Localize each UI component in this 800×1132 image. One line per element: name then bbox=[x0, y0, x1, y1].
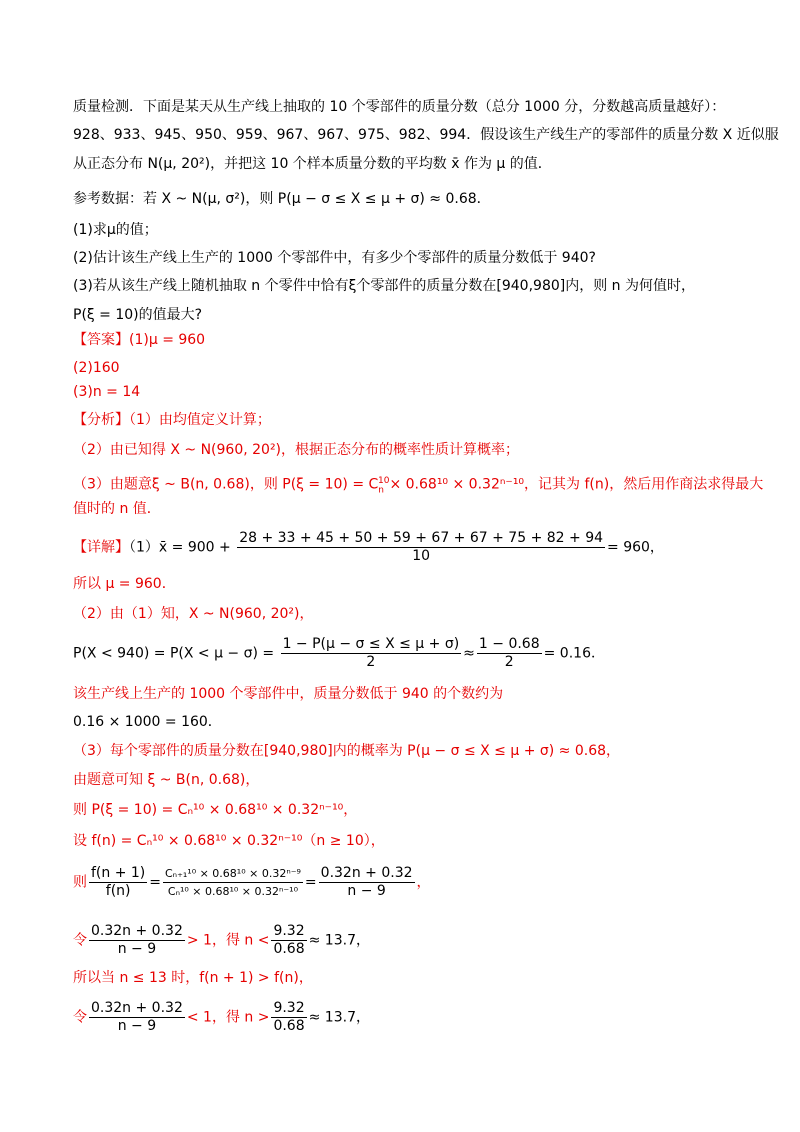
mean-numerator: 28 + 33 + 45 + 50 + 59 + 67 + 67 + 75 + 82 + 94 bbox=[239, 530, 604, 546]
answer-3: (3)n = 14 bbox=[73, 384, 141, 400]
analysis-label: 【分析】 bbox=[73, 412, 129, 428]
ineq2-prefix: 令 bbox=[73, 1009, 87, 1026]
ratio-fraction-1 bbox=[89, 865, 147, 900]
ratio-num-2: Cₙ₊₁¹⁰ × 0.68¹⁰ × 0.32ⁿ⁻⁹ bbox=[163, 865, 303, 883]
ineq1-den: n − 9 bbox=[117, 941, 157, 957]
ratio-den-1: f(n) bbox=[105, 883, 131, 899]
detail-line-1 bbox=[73, 530, 664, 565]
mean-fraction bbox=[237, 530, 605, 565]
ratio-prefix: 则 bbox=[73, 874, 87, 891]
ineq2-fraction bbox=[89, 1000, 185, 1035]
mean-denominator: 10 bbox=[412, 548, 431, 564]
mean-result: = 960， bbox=[607, 539, 664, 556]
analysis-line-4: 值时的 n 值． bbox=[73, 501, 161, 517]
detail-line-2: 所以 μ = 960． bbox=[73, 576, 176, 592]
detail-line-5: 该生产线上生产的 1000 个零部件中，质量分数低于 940 的个数约为 bbox=[73, 686, 504, 702]
analysis-text-1: （1）由均值定义计算； bbox=[129, 412, 271, 428]
answer-line-1 bbox=[73, 330, 205, 350]
ratio-fraction-2 bbox=[163, 865, 303, 900]
answer-2: (2)160 bbox=[73, 360, 120, 376]
question-1: (1)求μ的值； bbox=[73, 222, 158, 238]
prob-fraction-1 bbox=[281, 636, 462, 671]
ineq2-num-2: 9.32 bbox=[273, 1000, 305, 1016]
ineq1-prefix: 令 bbox=[73, 932, 87, 949]
question-2: (2)估计该生产线上生产的 1000 个零部件中，有多少个零部件的质量分数低于 940? bbox=[73, 250, 596, 266]
detail-line-6: 0.16 × 1000 = 160． bbox=[73, 714, 222, 730]
prob-result: = 0.16． bbox=[543, 645, 605, 662]
problem-line-3: 从正态分布 N(μ, 20²)，并把这 10 个样本质量分数的平均数 x̄ 作为 μ 的值． bbox=[73, 156, 552, 172]
ineq2-den: n − 9 bbox=[117, 1018, 157, 1034]
ratio-fraction-3 bbox=[319, 865, 415, 900]
ineq2-num: 0.32n + 0.32 bbox=[91, 1000, 183, 1016]
detail-label: 【详解】 bbox=[73, 539, 129, 556]
answer-label: 【答案】 bbox=[73, 332, 129, 348]
analysis-line-2: （2）由已知得 X ~ N(960, 20²)，根据正态分布的概率性质计算概率； bbox=[73, 442, 520, 458]
analysis-line-3: （3）由题意ξ ~ B(n, 0.68)，则 $P(\xi = 10) = C_n^{10}\times 0.68^{10} \times 0.32^{n-10}$，记其为 f(n)，然后用作商法求得最大 bbox=[73, 476, 764, 496]
ineq1-mid: > 1，得 n < bbox=[186, 932, 270, 949]
answer-1: (1)μ = 960 bbox=[129, 332, 206, 348]
detail-line-9: 则 P(ξ = 10) = Cₙ¹⁰ × 0.68¹⁰ × 0.32ⁿ⁻¹⁰， bbox=[73, 802, 358, 818]
detail-line-11: 则 $\frac{f(n + 1)}{f(n)}$ = $\frac{\text{Cₙ₊₁¹⁰ × 0.68¹⁰ × 0.32ⁿ⁻⁹}}{\text{Cₙ¹⁰ × 0.68¹⁰ × 0.32ⁿ⁻¹⁰}}$ = $\frac{0.32n + 0.32}{n - 9}$ ， bbox=[73, 865, 431, 899]
ineq2-mid: < 1，得 n > bbox=[186, 1009, 270, 1026]
ineq2-suffix: ≈ 13.7， bbox=[308, 1009, 370, 1026]
prob-fraction-2 bbox=[477, 636, 542, 671]
ratio-num-3: 0.32n + 0.32 bbox=[320, 865, 413, 881]
ratio-den-2: Cₙ¹⁰ × 0.68¹⁰ × 0.32ⁿ⁻¹⁰ bbox=[167, 885, 299, 898]
analysis-text-3b: × 0.68¹⁰ × 0.32ⁿ⁻¹⁰，记其为 f(n)，然后用作商法求得最大 bbox=[389, 476, 764, 493]
question-3b: P(ξ = 10)的值最大? bbox=[73, 307, 203, 323]
ineq1-suffix: ≈ 13.7， bbox=[308, 932, 370, 949]
prob-num-1: 1 − P(μ − σ ≤ X ≤ μ + σ) bbox=[282, 636, 460, 652]
prob-den-1: 2 bbox=[366, 654, 376, 670]
detail-line-4 bbox=[73, 636, 605, 671]
mean-expression: （1）x̄ = 900 + bbox=[129, 539, 236, 556]
ratio-suffix: ， bbox=[416, 874, 431, 891]
ineq1-den-2: 0.68 bbox=[273, 941, 305, 957]
detail-line-3: （2）由（1）知，X ~ N(960, 20²)， bbox=[73, 606, 314, 622]
detail-line-14 bbox=[73, 1000, 370, 1035]
problem-line-1: 质量检测．下面是某天从生产线上抽取的 10 个零部件的质量分数（总分 1000 分，分数越高质量越好）： bbox=[73, 99, 726, 115]
prob-den-2: 2 bbox=[504, 654, 514, 670]
ineq2-den-2: 0.68 bbox=[273, 1018, 305, 1034]
analysis-text-3: （3）由题意ξ ~ B(n, 0.68)，则 P(ξ = 10) = C bbox=[73, 476, 379, 493]
ineq2-fraction-2 bbox=[271, 1000, 306, 1035]
problem-line-2: 928、933、945、950、959、967、967、975、982、994．假设该生产线生产的零部件的质量分数 X 近似服 bbox=[73, 127, 779, 143]
prob-expression: P(X < 940) = P(X < μ − σ) = bbox=[73, 645, 279, 662]
approx-sign: ≈ bbox=[463, 645, 475, 662]
question-3a: (3)若从该生产线上随机抽取 n 个零件中恰有ξ个零部件的质量分数在[940,980]内，则 n 为何值时， bbox=[73, 278, 695, 294]
ineq1-num-2: 9.32 bbox=[273, 923, 305, 939]
ineq1-fraction bbox=[89, 923, 185, 958]
ratio-den-3: n − 9 bbox=[347, 883, 386, 899]
detail-line-12 bbox=[73, 923, 370, 958]
ratio-num-1: f(n + 1) bbox=[91, 865, 146, 881]
detail-line-13: 所以当 n ≤ 13 时，f(n + 1) > f(n)， bbox=[73, 970, 313, 986]
analysis-line-1 bbox=[73, 410, 271, 430]
prob-num-2: 1 − 0.68 bbox=[478, 636, 540, 652]
ineq1-num: 0.32n + 0.32 bbox=[91, 923, 183, 939]
detail-line-8: 由题意可知 ξ ~ B(n, 0.68)， bbox=[73, 772, 260, 788]
ineq1-fraction-2 bbox=[271, 923, 306, 958]
reference-data: 参考数据：若 X ~ N(μ, σ²)，则 P(μ − σ ≤ X ≤ μ + σ) ≈ 0.68． bbox=[73, 191, 491, 207]
detail-line-10: 设 f(n) = Cₙ¹⁰ × 0.68¹⁰ × 0.32ⁿ⁻¹⁰（n ≥ 10）， bbox=[73, 833, 385, 849]
detail-line-7: （3）每个零部件的质量分数在[940,980]内的概率为 P(μ − σ ≤ X ≤ μ + σ) ≈ 0.68， bbox=[73, 743, 621, 759]
